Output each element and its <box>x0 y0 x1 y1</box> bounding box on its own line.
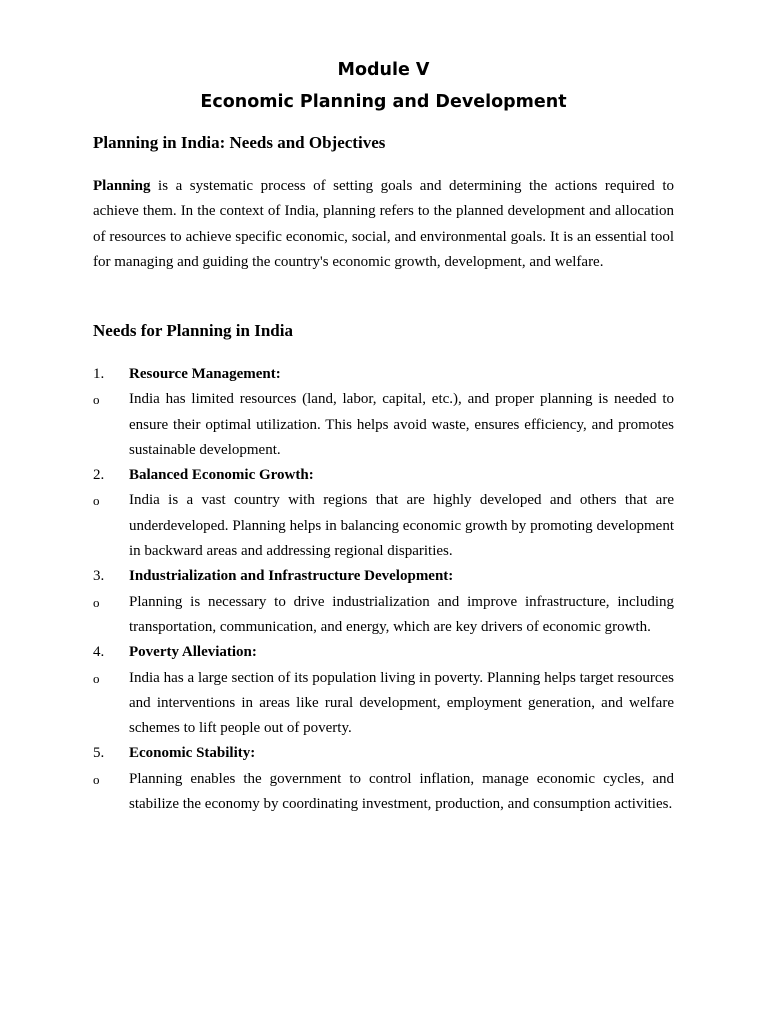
intro-paragraph <box>93 174 674 276</box>
list-item-description-text: India has limited resources (land, labor, capital, etc.), and proper planning is needed to ensure their optimal utilization. This helps avoid waste, ensures efficiency, and promotes sustainable development. <box>129 391 674 458</box>
list-item-heading <box>93 741 674 766</box>
list-item-number: 4. <box>93 644 105 661</box>
list-item-title: Balanced Economic Growth: <box>129 467 314 484</box>
list-item-number: 5. <box>93 745 105 762</box>
list-item-title: Poverty Alleviation: <box>129 644 257 661</box>
bullet-icon: o <box>93 594 100 610</box>
list-item-number: 1. <box>93 366 105 382</box>
list-item-heading <box>93 463 674 488</box>
list-item-number: 2. <box>93 467 105 484</box>
list-item-description-text: Planning enables the government to control inflation, manage economic cycles, and stabilize the economy by coordinating investment, production, and consumption activities. <box>129 770 674 813</box>
module-title: Module V <box>337 60 430 80</box>
list-item-title: Industrialization and Infrastructure Development: <box>129 568 454 585</box>
needs-list <box>93 362 674 817</box>
list-item-heading <box>93 362 674 387</box>
chapter-title: Economic Planning and Development <box>200 92 567 112</box>
list-item-title: Resource Management: <box>129 366 281 382</box>
list-item-description <box>93 387 674 463</box>
bullet-icon: o <box>93 771 100 787</box>
list-item-title: Economic Stability: <box>129 745 256 762</box>
section-heading-needs-objectives: Planning in India: Needs and Objectives <box>93 133 386 152</box>
list-item-description <box>93 488 674 564</box>
list-item-heading <box>93 640 674 665</box>
bullet-icon: o <box>93 493 100 509</box>
list-item-number: 3. <box>93 568 105 585</box>
list-item-description <box>93 666 674 742</box>
bullet-icon: o <box>93 670 100 686</box>
list-item-description-text: Planning is necessary to drive industrialization and improve infrastructure, including transportation, communication, and energy, which are key drivers of economic growth. <box>129 593 674 635</box>
list-item-description-text: India is a vast country with regions that are highly developed and others that are underdeveloped. Planning helps in balancing economic growth by promoting development in backward areas and addressing regional disparities. <box>129 492 674 560</box>
list-item-description <box>93 767 674 818</box>
list-item-description <box>93 590 674 641</box>
list-item-description-text: India has a large section of its population living in poverty. Planning helps target resources and interventions in areas like rural development, employment generation, and welfare schemes to lift people out of poverty. <box>129 669 674 737</box>
section-heading-needs: Needs for Planning in India <box>93 321 293 340</box>
intro-term: Planning <box>93 178 151 194</box>
list-item-heading <box>93 564 674 589</box>
intro-text: is a systematic process of setting goals and determining the actions required to achieve them. In the context of India, planning refers to the planned development and allocation of resources to achieve specific economic, social, and environmental goals. It is an essential tool for managing and guiding the country's economic growth, development, and welfare. <box>93 178 674 271</box>
bullet-icon: o <box>93 392 100 408</box>
